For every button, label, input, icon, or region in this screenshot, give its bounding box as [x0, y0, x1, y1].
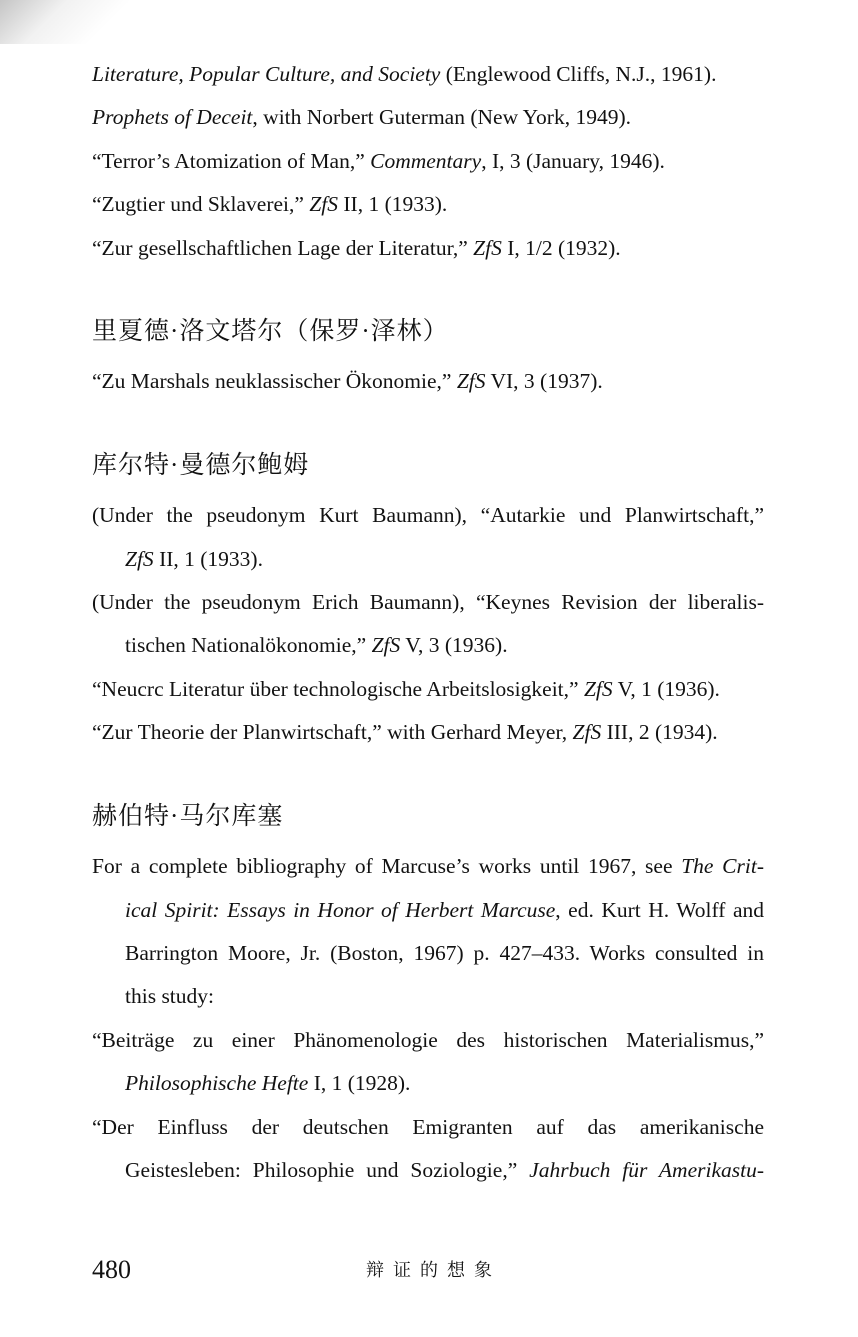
bibliography-entry	[92, 668, 764, 711]
entry-line	[125, 889, 764, 932]
italic-text: The Crit-	[681, 854, 764, 879]
plain-text: III, 2 (1934).	[601, 720, 718, 745]
italic-text: Philosophische Hefte	[125, 1071, 309, 1096]
bibliography-entry	[92, 183, 764, 226]
bibliography-section-3	[92, 795, 764, 1193]
plain-text: (Under the pseudonym Kurt Baumann), “Autarkie und Planwirtschaft,”	[92, 503, 764, 528]
bibliography-entry	[92, 1019, 764, 1106]
plain-text: “Zur Theorie der Planwirtschaft,” with Gerhard Meyer,	[92, 720, 573, 745]
italic-text: ical Spirit: Essays in Honor of Herbert Marcuse	[125, 897, 556, 922]
plain-text: “Terror’s Atomization of Man,”	[92, 148, 371, 173]
entry-line	[92, 227, 764, 270]
italic-text: ZfS	[572, 720, 602, 745]
section-header: 库尔特·曼德尔鲍姆	[92, 451, 310, 479]
entry-line	[125, 975, 764, 1018]
plain-text: “Zugtier und Sklaverei,”	[92, 192, 310, 217]
italic-text: Commentary	[370, 148, 482, 173]
plain-text: II, 1 (1933).	[153, 546, 263, 571]
plain-text: , ed. Kurt H. Wolff and	[555, 897, 764, 922]
bibliography-entry	[92, 227, 764, 270]
plain-text: (Englewood Cliffs, N.J., 1961).	[440, 62, 717, 86]
bibliography-entry	[92, 360, 764, 403]
entry-line	[92, 183, 764, 226]
entry-line	[92, 1106, 764, 1149]
bibliography-entry	[92, 581, 764, 668]
entry-line	[92, 668, 764, 711]
entry-line	[125, 932, 764, 975]
running-title: 辩证的想象	[366, 1260, 501, 1280]
bibliography-entry	[92, 140, 764, 183]
italic-text: ZfS	[583, 676, 613, 701]
plain-text: “Der Einfluss der deutschen Emigranten auf das amerikanische	[92, 1114, 764, 1139]
section-header: 赫伯特·马尔库塞	[92, 802, 284, 830]
entry-line	[125, 538, 764, 581]
entry-line	[125, 624, 764, 667]
entry-line	[92, 53, 764, 96]
italic-text: ZfS	[309, 192, 338, 217]
italic-text: ZfS	[473, 235, 502, 260]
bibliography-entry	[92, 494, 764, 581]
plain-text: I, 1 (1928).	[308, 1071, 411, 1096]
page-footer	[0, 1246, 858, 1294]
section-header: 里夏德·洛文塔尔（保罗·泽林）	[92, 318, 449, 346]
scan-shadow-artifact	[0, 0, 150, 44]
plain-text: , I, 3 (January, 1946).	[481, 148, 665, 173]
bibliography-entry	[92, 96, 764, 139]
plain-text: For a complete bibliography of Marcuse’s works until 1967, see	[92, 854, 682, 879]
bibliography-entry	[92, 711, 764, 754]
bibliography-entry	[92, 53, 764, 96]
bibliography-section-1	[92, 310, 764, 404]
bibliography-section-0	[92, 53, 764, 270]
plain-text: I, 1/2 (1932).	[501, 235, 621, 260]
entry-line	[92, 360, 764, 403]
plain-text: VI, 3 (1937).	[485, 369, 603, 394]
plain-text: , with Norbert Guterman (New York, 1949).	[252, 105, 632, 130]
entry-line	[92, 140, 764, 183]
entry-line	[92, 96, 764, 139]
bibliography-entry	[92, 845, 764, 1019]
plain-text: (Under the pseudonym Erich Baumann), “Keynes Revision der liberalis-	[92, 590, 764, 615]
plain-text: Barrington Moore, Jr. (Boston, 1967) p. 427–433. Works consulted in	[125, 940, 764, 965]
italic-text: Literature, Popular Culture, and Society	[92, 62, 441, 86]
plain-text: V, 3 (1936).	[400, 633, 508, 658]
italic-text: ZfS	[371, 633, 401, 658]
bibliography-content	[92, 53, 764, 1192]
italic-text: Prophets of Deceit	[92, 105, 253, 130]
plain-text: “Neucrc Literatur über technologische Arbeitslosigkeit,”	[92, 676, 584, 701]
entry-line	[125, 1062, 764, 1105]
plain-text: “Zu Marshals neuklassischer Ökonomie,”	[92, 369, 457, 394]
italic-text: ZfS	[456, 369, 486, 394]
plain-text: “Beiträge zu einer Phänomenologie des historischen Materialismus,”	[92, 1027, 764, 1052]
entry-line	[92, 1019, 764, 1062]
entry-line	[92, 581, 764, 624]
entry-line	[92, 494, 764, 537]
plain-text: this study:	[125, 984, 215, 1009]
page-number: 480	[92, 1255, 131, 1284]
italic-text: ZfS	[125, 546, 154, 571]
plain-text: tischen Nationalökonomie,”	[125, 633, 372, 658]
entry-line	[92, 711, 764, 754]
plain-text: V, 1 (1936).	[612, 676, 720, 701]
italic-text: Jahrbuch für Amerikastu-	[529, 1157, 764, 1182]
bibliography-section-2	[92, 444, 764, 755]
plain-text: II, 1 (1933).	[338, 192, 448, 217]
plain-text: Geistesleben: Philosophie und Soziologie,”	[125, 1157, 530, 1182]
plain-text: “Zur gesellschaftlichen Lage der Literatur,”	[92, 235, 474, 260]
entry-line	[125, 1149, 764, 1192]
bibliography-entry	[92, 1106, 764, 1193]
entry-line	[92, 845, 764, 888]
